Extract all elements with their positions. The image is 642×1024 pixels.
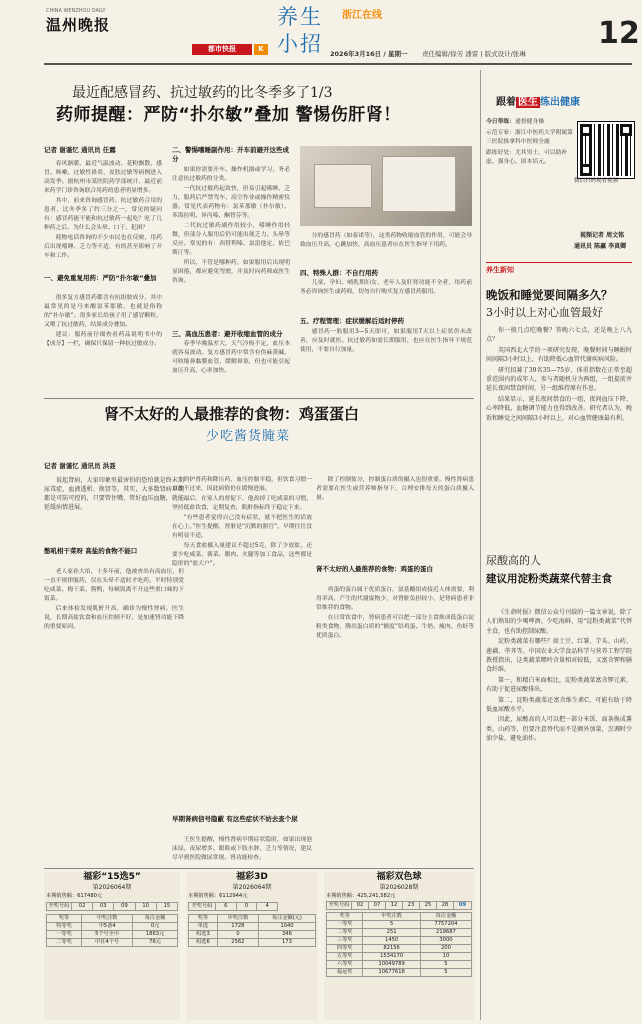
ssq-number: 23: [402, 901, 419, 909]
table-cell: 0元: [133, 922, 178, 930]
lead-col1b-para: 建议：服药前仔细查看药品说明书中的【成分】一栏，确保只保留一种抗过敏成分。: [44, 332, 162, 347]
table-header: 奖等: [327, 912, 363, 920]
table-cell: 5: [420, 960, 471, 968]
second-headline: 肾不太好的人最推荐的食物：鸡蛋蛋白: [104, 405, 360, 423]
lead-col1-para: 其中，前来咨询感冒药、抗过敏药合用的患者，比冬季多了约三分之一，常见的疑问有：感冒药能不能和抗过敏药一起吃？吃了几种药之后，为什么会头晕、口干、犯困？: [44, 198, 162, 231]
lead-col3c-para: 感冒药一般服用3—5天即可，如果服用7天以上症状仍未改善，应及时就医。抗过敏药如需长期服用，也应在医生指导下规范使用，不要自行加量。: [300, 329, 472, 353]
ssq-number: 02: [352, 901, 369, 909]
lead-subhead-3: 三、高血压患者：避开收缩血管的成分: [172, 330, 283, 338]
table-cell: 10677618: [363, 968, 421, 976]
column-headline-1: 晚饭和睡觉要间隔多久？: [486, 288, 613, 302]
fc3d-number: 4: [257, 902, 278, 910]
lead-col2-para: 如果你需要开车、操作机器或学习，务必注意抗过敏药的分类。: [172, 167, 290, 182]
table-cell: 251: [363, 928, 421, 936]
column-para: 英国西北大学的一项研究发现，晚餐时间与睡眠时间间隔3小时以上，有助降低心血管代谢疾病风险。: [486, 346, 632, 364]
column-body-2: [486, 608, 632, 1018]
ssq-label: 开奖号码: [327, 901, 352, 909]
table-row: [189, 914, 316, 922]
second-col1-para: 后来体检发现肌酐升高，确诊为慢性肾病。医生说，长期高盐饮食和血压控制不好，是加速肾功能下降的重要原因。: [44, 606, 184, 630]
second-subhead-1: 憋吼相干菜呀 高盐的食物不能口: [44, 547, 138, 555]
ssq-sales: 本期销售额：425,241,582元: [326, 892, 396, 899]
lead-col2b: [172, 340, 290, 380]
lead-col3c: [300, 328, 472, 374]
section-title-b: 小招: [277, 32, 323, 56]
second-subhead-3: 早期肾病信号隐蔽 有这些症状不妨去查个尿: [172, 815, 298, 823]
lottery-ssq: [324, 872, 474, 1020]
fc15-sales: 本期销售额：617480元: [46, 892, 103, 899]
table-cell: 1863元: [133, 930, 178, 938]
lead-subhead-4: 四、特殊人群：不自行用药: [300, 269, 378, 277]
section-rule: [486, 262, 632, 263]
sub-brand-logo: [192, 44, 252, 55]
pill-box-shape: [382, 156, 456, 212]
column-headline-4: 建议用淀粉类蔬菜代替主食: [486, 573, 612, 585]
table-row: [327, 960, 472, 968]
page-number: 12: [598, 16, 640, 51]
second-col2: [172, 476, 312, 812]
table-header: 中奖注数: [217, 914, 258, 922]
ssq-title: 福彩双色球: [376, 872, 422, 882]
table-cell: 5个号全中: [82, 930, 133, 938]
table-row: [327, 944, 472, 952]
table-row: [47, 938, 178, 946]
table-header: 中奖注数: [363, 912, 421, 920]
qr-finder-icon: [620, 124, 632, 136]
fc15-issue: 第2026064期: [92, 883, 132, 891]
lead-kicker: 最近配感冒药、抗过敏药的比冬季多了1/3: [72, 85, 333, 101]
table-cell: 二等奖: [327, 928, 363, 936]
lead-col1: [44, 160, 162, 270]
lead-col3-para: 分的感冒药（如泰诺等），这类药物收缩血管的作用，可能会导致血压升高，心跳加快，高血压患者应在医生指导下用药。: [300, 233, 472, 248]
lead-subhead-5: 五、疗程管理：症状缓解后适时停药: [300, 317, 404, 325]
lead-col1b: [44, 294, 162, 352]
fc15-number: 09: [114, 902, 135, 910]
column-intro: 你一般几点吃晚餐？答晚六七点，还是晚上八九点？: [486, 327, 632, 344]
paper-name-en: CHINA WENZHOU DAILY: [46, 8, 106, 14]
second-col2-para: 每天食盐摄入量建议不超过5克，除了少放盐，还要少吃咸菜、酱菜、腊肉、火腿等加工食品，这些都是隐形的“盐大户”。: [172, 543, 312, 567]
second-col2-para: 最后，在家人的督促下，他改掉了吃咸菜的习惯，坚持低盐饮食，定期复查，肌酐指标终于稳定下来。: [172, 496, 312, 511]
table-header: 每注金额: [420, 912, 471, 920]
ssq-blue-number: 09: [453, 901, 471, 909]
paper-name-cn: 温州晚报: [46, 16, 111, 34]
table-header: 每注金额(元): [258, 914, 315, 922]
second-col3: [316, 476, 474, 562]
fc15-number: 10: [135, 902, 156, 910]
table-cell: 三等奖: [327, 936, 363, 944]
ssq-table: [326, 901, 472, 910]
partner-logo: K: [254, 44, 268, 55]
second-col3b: [316, 586, 474, 864]
fc15-prize-table: [46, 914, 178, 947]
lead-col3b-para: 儿童、孕妇、哺乳期妇女、老年人及肝肾功能不全者，用药前务必咨询医生或药师，切勿自行购买复方感冒药服用。: [300, 280, 472, 295]
column-para: 《生命时报》微信公众号刊载的一篇文章说，除了人们熟知的少喝啤酒、少吃海鲜，用“淀粉类蔬菜”代替主食，也有助控制尿酸。: [486, 609, 632, 635]
column-divider: [480, 70, 481, 1020]
table-cell: 二等奖: [47, 938, 82, 946]
section-title-a: 养生: [277, 5, 323, 29]
table-row: [47, 902, 178, 910]
table-cell: 组选6: [189, 938, 218, 946]
fc3d-label: 开奖号码: [189, 902, 216, 910]
table-cell: 中任4个号: [82, 938, 133, 946]
table-cell: 四等奖: [327, 944, 363, 952]
fc3d-table: [188, 902, 278, 911]
lead-col2-para: 二代抗过敏药副作用较小，嗜睡作用轻微，但部分人服用后仍可能出现乏力、头晕等反应。常见的有：西替利嗪、氯雷他定、依巴斯汀等。: [172, 223, 290, 256]
table-cell: 219687: [420, 928, 471, 936]
qr-credit-1: 视频记者 周文铭: [580, 232, 625, 239]
column-headline-3: 尿酸高的人: [486, 554, 541, 567]
table-cell: 2562: [217, 938, 258, 946]
column-para: 因此，尿酸高的人可以把一部分米饭、面条换成薯类、山药等，但要注意替代而不是额外加量，烹调时少油少盐，避免油炸。: [486, 716, 632, 743]
column-body-1: [486, 326, 632, 524]
lead-col1-para: 耗物电话咨询的不少市民也在反映，用药后出现嗜睡、乏力等不适，有的甚至影响了开车和工作。: [44, 235, 162, 259]
table-cell: 3000: [420, 936, 471, 944]
table-cell: 福运奖: [327, 968, 363, 976]
pill-box-shape: [314, 164, 372, 208]
fc15-label: 开奖号码: [47, 902, 72, 910]
second-col2-para: 的护肾药和降压药，血压控制平稳，但饮食习惯一直改不过来，因此病情仍在缓慢进展。: [172, 477, 312, 492]
table-row: [47, 922, 178, 930]
table-row: [189, 902, 278, 910]
fc3d-issue: 第2026064期: [232, 883, 272, 891]
second-col3-para: 除了控制盐分，控制蛋白质的摄入也很重要。慢性肾病患者需要在医生或营养师指导下，合理安排每天的蛋白质摄入量。: [316, 477, 474, 501]
fc3d-title: 福彩3D: [236, 872, 268, 882]
lead-col1b-para: 很多复方感冒药都含有抗组胺成分，其中最常见的是马来酸氯苯那敏，也就是俗称的“扑尔敏”。很多家长给孩子用了感冒颗粒，又喂了抗过敏药，结果成分叠加。: [44, 295, 162, 328]
column-section-label: 养生新知: [486, 266, 514, 274]
date-line: 2026年3月16日 / 星期一: [330, 50, 408, 58]
qr-finder-icon: [580, 124, 592, 136]
lead-col2b-para: 春季早晚温差大，天气冷热不定，血压本就容易波动。复方感冒药中常含有伪麻黄碱，可收缩鼻黏膜血管，缓解鼻塞，但也可能引起血压升高、心率加快。: [172, 341, 290, 374]
qr-tag-pre: 跟着: [496, 97, 516, 108]
second-col2-para: “有些患者觉得自己没有症状，就不把医生的话放在心上。”医生提醒，肾脏是“沉默的器官”，早期往往没有明显不适。: [172, 515, 312, 539]
second-col3b-para: 在日常饮食中，肾病患者可以把一部分主食换成低蛋白淀粉类食物，腾出蛋白质的“额度”给鸡蛋、牛奶、瘦肉、鱼虾等优质蛋白。: [316, 615, 474, 639]
lead-col3: [300, 232, 472, 268]
table-row: [189, 922, 316, 930]
table-cell: 中5备4: [82, 922, 133, 930]
lead-col1-para: 春风渐暖，最近气温波动、花粉飘散，感冒、咳嗽、过敏性鼻炎、皮肤过敏等病例进入高发季。据杭州市某医院药学部统计，最近前来药学门诊咨询联合用药的患者明显增多。: [44, 161, 162, 194]
table-cell: 200: [420, 944, 471, 952]
table-cell: 1450: [363, 936, 421, 944]
lead-headline: 药师提醒：严防“扑尔敏”叠加 警惕伤肝肾！: [56, 105, 401, 125]
lead-byline: 记者 谢谨忆 通讯员 任露: [44, 146, 116, 154]
ssq-number: 07: [368, 901, 385, 909]
ssq-number: 12: [385, 901, 402, 909]
table-header: 每注金额: [133, 914, 178, 922]
table-cell: 1728: [217, 922, 258, 930]
table-cell: 5: [363, 920, 421, 928]
table-header: 奖等: [189, 914, 218, 922]
lottery-fc3d: [186, 872, 318, 1020]
qr-benefit: 跟练好处：尤其男士，可以助补虚、强身心、固本培元。: [486, 150, 568, 165]
second-col3b-para: 鸡蛋的蛋白属于优质蛋白，氨基酸组成接近人体需要，利用率高，产生的代谢废物少，对肾脏负担较小，是肾病患者非常推荐的食物。: [316, 587, 474, 611]
second-intro: [44, 476, 184, 538]
table-cell: 10049789: [363, 960, 421, 968]
column-para: 淀粉类蔬菜有哪些？如土豆、红薯、芋头、山药、莲藕、荸荠等。中国农业大学食品科学与营养工程学院教授指出，这类蔬菜嘌呤含量相对较低，又富含钾和膳食纤维。: [486, 638, 632, 674]
fc15-table: [46, 902, 178, 911]
table-row: [189, 938, 316, 946]
table-cell: 一等奖: [327, 920, 363, 928]
table-cell: 一等奖: [47, 930, 82, 938]
editors-line: 责任编辑/徐芳 潘雷 | 版式设计/张琳: [422, 50, 526, 58]
ssq-issue: 第2026028期: [379, 883, 419, 891]
lottery-fc15: [44, 872, 180, 1020]
column-para: 第一，和精白米面相比，淀粉类蔬菜富含钾元素，有助于促进尿酸排出。: [486, 676, 632, 694]
table-cell: 76元: [133, 938, 178, 946]
second-intro-para: 说起肾病，大家印象里最害怕的恐怕就是终末期尿毒症、血液透析、换肾等。其实，大多数肾病早期都是可防可控的，只要管住嘴、管好血压血糖，就能延缓病情进展。: [44, 477, 184, 511]
second-subhead-2: 肾不太好的人最推荐的食物：鸡蛋的蛋白: [316, 565, 433, 573]
table-cell: 82156: [363, 944, 421, 952]
column-para: 第二，淀粉类蔬菜还富含维生素C，可能有助于降低血尿酸水平。: [486, 696, 632, 714]
lead-subhead-1: 一、避免重复用药：严防“扑尔敏”叠加: [44, 274, 157, 282]
qr-credit-2: 通讯员 陈赢 李真卿: [574, 243, 627, 250]
sub-brand-label: 都市快报: [208, 45, 236, 53]
table-row: [327, 928, 472, 936]
table-row: [327, 912, 472, 920]
qr-tag: [496, 96, 580, 109]
table-cell: 组选3: [189, 930, 218, 938]
table-row: [327, 936, 472, 944]
masthead: [0, 0, 642, 66]
table-row: [189, 930, 316, 938]
table-cell: 单选: [189, 922, 218, 930]
ssq-number: 28: [436, 901, 453, 909]
second-col1-para: 老人家孙大伯，十多年前，他被查出有高血压，但一直不规律服药，仅在头晕不适时才吃药。平时特别爱吃咸菜、梅干菜、酱鸭，每顿饭离不开这些重口味的下饭菜。: [44, 569, 184, 602]
fc3d-number: 0: [236, 902, 257, 910]
fc15-number: 15: [156, 902, 177, 910]
table-header: 奖等: [47, 914, 82, 922]
article-separator: [44, 398, 474, 399]
ssq-number: 25: [419, 901, 436, 909]
table-cell: 1534170: [363, 952, 421, 960]
lead-col2: [172, 166, 290, 326]
qr-topic-label: 今日带练：: [486, 119, 515, 125]
table-row: [327, 920, 472, 928]
qr-tag-red: 医生: [518, 97, 538, 108]
lead-col2-para: 一代抗过敏药起效快，但易引起嗜睡、乏力，服药后严禁驾车、高空作业或操作精密仪器。常见代表药物有：氯苯那敏（扑尔敏）、苯海拉明、异丙嗪、酮替芬等。: [172, 186, 290, 219]
fc3d-prize-table: [188, 914, 316, 947]
fc3d-number: 6: [216, 902, 237, 910]
column-headline-2: 3小时以上对心血管最好: [486, 306, 603, 319]
masthead-rule: [44, 63, 632, 65]
table-header: 中奖注数: [82, 914, 133, 922]
lead-subhead-2: 二、警惕嗜睡副作用：开车前避开这些成分: [172, 146, 289, 163]
second-col2b-para: 王医生提醒，慢性肾病早期症状隐匿，如果出现泡沫尿、夜尿增多、眼睑或下肢水肿、乏力等情况，建议尽早到医院做尿常规、肾功能检查。: [172, 837, 312, 861]
table-cell: 173: [258, 938, 315, 946]
lead-col2-para: 所以，不管是哪种药，如果服用后出现明显困倦，都应避免驾驶，并及时向药师或医生咨询。: [172, 260, 290, 284]
column-para: 结果显示，延长夜间禁食的一组，夜间血压下降、心率降低，血糖调节能力也得到改善。研究者认为，晚饭和睡觉之间间隔3小时以上，对心血管健康最有利。: [486, 395, 632, 422]
table-row: [327, 901, 472, 909]
table-row: [47, 914, 178, 922]
table-cell: 5: [420, 968, 471, 976]
fc15-number: 03: [93, 902, 114, 910]
table-row: [327, 968, 472, 976]
table-cell: 六等奖: [327, 960, 363, 968]
table-row: [327, 952, 472, 960]
ssq-prize-table: [326, 912, 472, 977]
table-cell: 7757204: [420, 920, 471, 928]
second-col2b: [172, 836, 312, 864]
qr-text: [486, 118, 574, 167]
partner-name: 浙江在线: [342, 10, 382, 21]
lottery-rule: [44, 868, 474, 869]
table-cell: 346: [258, 930, 315, 938]
table-row: [47, 930, 178, 938]
fc3d-sales: 本期销售额：6112944元: [188, 892, 248, 899]
lead-col3b: [300, 279, 472, 315]
lead-photo: [300, 146, 472, 226]
second-col1: [44, 568, 184, 864]
column-para: 研究招募了39名35—75岁、体重指数在正常至超重范围内的成年人，参与者随机分为两组，一组提前并延长夜间禁食时间，另一组维持原有作息。: [486, 366, 632, 393]
qr-code[interactable]: [578, 122, 634, 178]
qr-scan-hint: 微信扫码观看视频: [574, 178, 619, 184]
table-cell: 五等奖: [327, 952, 363, 960]
fc15-title: 福彩“15选5”: [83, 872, 141, 882]
qr-topic: 通督健身操: [515, 119, 544, 125]
table-cell: 1040: [258, 922, 315, 930]
fc15-number: 02: [72, 902, 93, 910]
qr-finder-icon: [580, 164, 592, 176]
table-cell: 特等奖: [47, 922, 82, 930]
second-deck: 少吃酱货腌菜: [206, 429, 291, 444]
second-byline: 记者 谢谨忆 通讯员 洪聂: [44, 462, 116, 470]
qr-demo: 示范专家：浙江中医药大学附属第三医院推拿科中医师全鹿: [486, 130, 573, 145]
table-cell: 10: [420, 952, 471, 960]
qr-tag-post: 练出健康: [540, 97, 580, 108]
table-cell: 0: [217, 930, 258, 938]
